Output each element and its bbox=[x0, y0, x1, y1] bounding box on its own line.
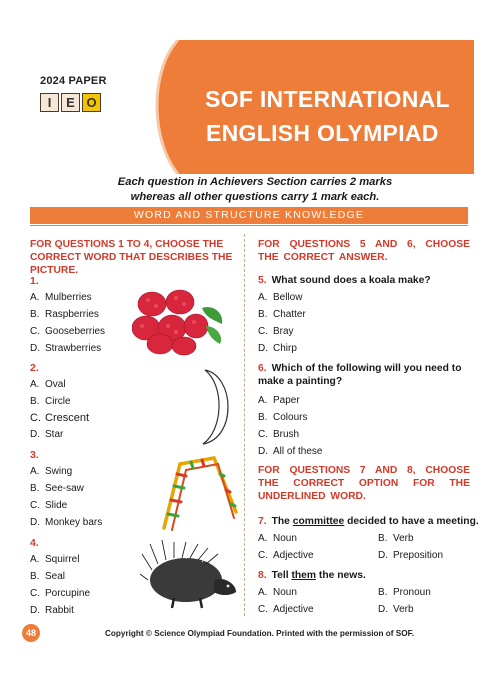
instruction-q5-6: FOR QUESTIONS 5 AND 6, CHOOSE THE CORRECT ANSWER. bbox=[258, 239, 470, 263]
q5-option-d[interactable]: D. Chirp bbox=[258, 343, 297, 354]
porcupine-image bbox=[140, 540, 240, 612]
question-5: 5. What sound does a koala make? bbox=[258, 275, 431, 286]
logo-letter-i: I bbox=[40, 93, 59, 112]
q4-option-a[interactable]: A. Squirrel bbox=[30, 554, 80, 565]
q3-option-c[interactable]: C. Slide bbox=[30, 500, 68, 511]
q1-option-c[interactable]: C. Gooseberries bbox=[30, 326, 106, 337]
q2-option-c[interactable]: C. Crescent bbox=[30, 412, 90, 424]
q3-option-a[interactable]: A. Swing bbox=[30, 466, 73, 477]
question-1-number: 1. bbox=[30, 275, 39, 287]
q8-underlined-word: them bbox=[291, 570, 317, 581]
q8-option-d[interactable]: D. Verb bbox=[378, 604, 414, 615]
q5-option-a[interactable]: A. Bellow bbox=[258, 292, 303, 303]
q2-option-a[interactable]: A. Oval bbox=[30, 379, 66, 390]
crescent-moon-image bbox=[185, 368, 235, 446]
logo-letter-e: E bbox=[61, 93, 80, 112]
q2-option-b[interactable]: B. Circle bbox=[30, 396, 71, 407]
q6-option-b[interactable]: B. Colours bbox=[258, 412, 308, 423]
column-divider bbox=[244, 234, 245, 616]
section-title: WORD AND STRUCTURE KNOWLEDGE bbox=[30, 207, 468, 224]
marks-note: Each question in Achievers Section carries 2 marks whereas all other questions carry 1 mark each. bbox=[117, 176, 393, 203]
page-number: 48 bbox=[22, 624, 40, 642]
q3-option-b[interactable]: B. See-saw bbox=[30, 483, 84, 494]
q2-option-d[interactable]: D. Star bbox=[30, 429, 64, 440]
q3-option-d[interactable]: D. Monkey bars bbox=[30, 517, 103, 528]
q8-option-c[interactable]: C. Adjective bbox=[258, 604, 314, 615]
q4-option-d[interactable]: D. Rabbit bbox=[30, 605, 74, 616]
q7-option-b[interactable]: B. Verb bbox=[378, 533, 414, 544]
question-7: 7. The committee decided to have a meeting. bbox=[258, 516, 479, 527]
copyright-text: Copyright © Science Olympiad Foundation. Printed with the permission of SOF. bbox=[105, 629, 414, 638]
q1-option-d[interactable]: D. Strawberries bbox=[30, 343, 102, 354]
q5-option-b[interactable]: B. Chatter bbox=[258, 309, 306, 320]
monkey-bars-image bbox=[158, 452, 240, 532]
q7-option-c[interactable]: C. Adjective bbox=[258, 550, 314, 561]
logo-letter-o: O bbox=[82, 93, 101, 112]
raspberries-image bbox=[132, 286, 227, 356]
paper-year-label: 2024 PAPER bbox=[40, 75, 107, 87]
q8-option-a[interactable]: A. Noun bbox=[258, 587, 297, 598]
question-2-number: 2. bbox=[30, 362, 39, 374]
olympiad-title-line1: SOF INTERNATIONAL bbox=[205, 86, 450, 112]
instruction-q1-4: FOR QUESTIONS 1 TO 4, CHOOSE THE CORRECT WORD THAT DESCRIBES THE PICTURE. bbox=[30, 239, 233, 276]
instruction-q7-8: FOR QUESTIONS 7 AND 8, CHOOSE THE CORRECT OPTION FOR THE UNDERLINED WORD. bbox=[258, 465, 470, 502]
q7-option-d[interactable]: D. Preposition bbox=[378, 550, 444, 561]
q7-underlined-word: committee bbox=[292, 516, 345, 527]
q5-option-c[interactable]: C. Bray bbox=[258, 326, 294, 337]
question-8: 8. Tell them the news. bbox=[258, 570, 366, 581]
olympiad-title-line2: ENGLISH OLYMPIAD bbox=[206, 120, 439, 146]
q6-option-a[interactable]: A. Paper bbox=[258, 395, 300, 406]
q7-option-a[interactable]: A. Noun bbox=[258, 533, 297, 544]
q8-option-b[interactable]: B. Pronoun bbox=[378, 587, 431, 598]
section-underline bbox=[30, 225, 468, 226]
question-4-number: 4. bbox=[30, 537, 39, 549]
question-3-number: 3. bbox=[30, 449, 39, 461]
q1-option-a[interactable]: A. Mulberries bbox=[30, 292, 92, 303]
q4-option-c[interactable]: C. Porcupine bbox=[30, 588, 91, 599]
q6-option-c[interactable]: C. Brush bbox=[258, 429, 300, 440]
question-6: 6. Which of the following will you need to make a painting? bbox=[258, 363, 462, 387]
q1-option-b[interactable]: B. Raspberries bbox=[30, 309, 99, 320]
q6-option-d[interactable]: D. All of these bbox=[258, 446, 323, 457]
q4-option-b[interactable]: B. Seal bbox=[30, 571, 66, 582]
